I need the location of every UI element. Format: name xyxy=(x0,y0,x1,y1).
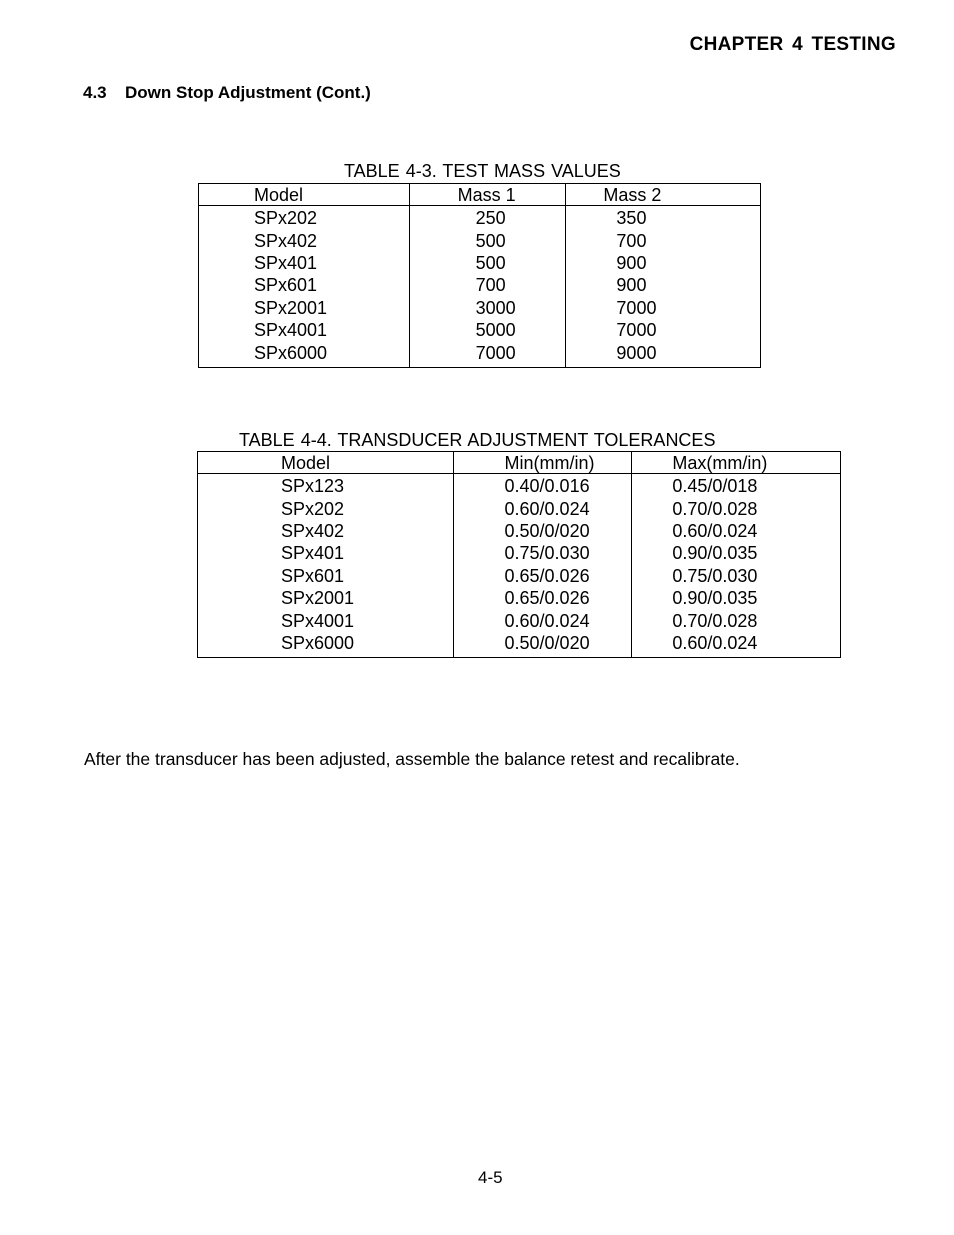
table-tolerance-caption: TABLE 4-4. TRANSDUCER ADJUSTMENT TOLERANCES xyxy=(239,430,716,450)
table-row xyxy=(198,587,841,609)
cell-max: 0.90/0.035 xyxy=(632,587,841,609)
table-row xyxy=(198,609,841,631)
cell-max: 0.90/0.035 xyxy=(632,542,841,564)
cell-model: SPx123 xyxy=(281,476,345,497)
cell-model: SPx401 xyxy=(281,543,345,564)
cell-mass-1: 5000 xyxy=(409,319,566,341)
cell-mass-1: 700 xyxy=(409,274,566,296)
section-heading xyxy=(83,83,371,103)
cell-mass-2: 7000 xyxy=(566,319,761,341)
table-row xyxy=(199,252,761,274)
column-header-min: Min(mm/in) xyxy=(453,452,632,474)
cell-min: 0.65/0.026 xyxy=(453,565,632,587)
cell-max: 0.75/0.030 xyxy=(632,565,841,587)
table-header-row xyxy=(199,184,761,206)
column-header-max: Max(mm/in) xyxy=(632,452,841,474)
cell-model: SPx2001 xyxy=(281,588,355,609)
cell-mass-1: 250 xyxy=(409,206,566,230)
cell-min: 0.60/0.024 xyxy=(453,609,632,631)
table-row xyxy=(198,497,841,519)
cell-max: 0.60/0.024 xyxy=(632,632,841,658)
cell-min: 0.75/0.030 xyxy=(453,542,632,564)
page-number: 4-5 xyxy=(478,1168,503,1187)
table-row xyxy=(199,206,761,230)
table-row xyxy=(198,520,841,542)
cell-max: 0.70/0.028 xyxy=(632,609,841,631)
cell-model: SPx601 xyxy=(254,275,318,296)
cell-model: SPx6000 xyxy=(254,342,328,363)
chapter-header: CHAPTER 4 TESTING xyxy=(689,34,896,55)
cell-mass-2: 9000 xyxy=(566,341,761,367)
cell-model: SPx202 xyxy=(281,498,345,519)
cell-model: SPx402 xyxy=(281,520,345,541)
table-row xyxy=(199,229,761,251)
cell-min: 0.50/0/020 xyxy=(453,632,632,658)
cell-model: SPx401 xyxy=(254,252,318,273)
cell-min: 0.65/0.026 xyxy=(453,587,632,609)
cell-model: SPx4001 xyxy=(281,610,355,631)
section-number: 4.3 xyxy=(83,83,107,102)
cell-mass-1: 7000 xyxy=(409,341,566,367)
table-mass-caption: TABLE 4-3. TEST MASS VALUES xyxy=(344,161,621,181)
column-header-model: Model xyxy=(199,184,410,206)
test-mass-table xyxy=(198,183,761,368)
cell-mass-1: 3000 xyxy=(409,297,566,319)
cell-mass-2: 7000 xyxy=(566,297,761,319)
cell-model: SPx601 xyxy=(281,565,345,586)
cell-model: SPx6000 xyxy=(281,632,355,653)
cell-min: 0.40/0.016 xyxy=(453,474,632,498)
cell-max: 0.60/0.024 xyxy=(632,520,841,542)
table-row xyxy=(199,274,761,296)
cell-model: SPx402 xyxy=(254,230,318,251)
cell-model: SPx2001 xyxy=(254,297,328,318)
cell-mass-1: 500 xyxy=(409,229,566,251)
instruction-paragraph: After the transducer has been adjusted, assemble the balance retest and recalibrate. xyxy=(84,749,740,769)
section-title: Down Stop Adjustment (Cont.) xyxy=(125,83,371,102)
cell-mass-1: 500 xyxy=(409,252,566,274)
column-header-mass-1: Mass 1 xyxy=(409,184,566,206)
cell-min: 0.60/0.024 xyxy=(453,497,632,519)
cell-model: SPx4001 xyxy=(254,320,328,341)
table-header-row xyxy=(198,452,841,474)
table-row xyxy=(199,319,761,341)
cell-max: 0.45/0/018 xyxy=(632,474,841,498)
cell-model: SPx202 xyxy=(254,208,318,229)
cell-mass-2: 900 xyxy=(566,274,761,296)
cell-min: 0.50/0/020 xyxy=(453,520,632,542)
table-row xyxy=(199,341,761,367)
table-row xyxy=(198,632,841,658)
cell-mass-2: 900 xyxy=(566,252,761,274)
column-header-model: Model xyxy=(198,452,454,474)
transducer-tolerance-table xyxy=(197,451,841,658)
table-row xyxy=(198,474,841,498)
cell-mass-2: 350 xyxy=(566,206,761,230)
cell-mass-2: 700 xyxy=(566,229,761,251)
column-header-mass-2: Mass 2 xyxy=(566,184,761,206)
table-row xyxy=(198,542,841,564)
cell-max: 0.70/0.028 xyxy=(632,497,841,519)
table-row xyxy=(199,297,761,319)
table-row xyxy=(198,565,841,587)
